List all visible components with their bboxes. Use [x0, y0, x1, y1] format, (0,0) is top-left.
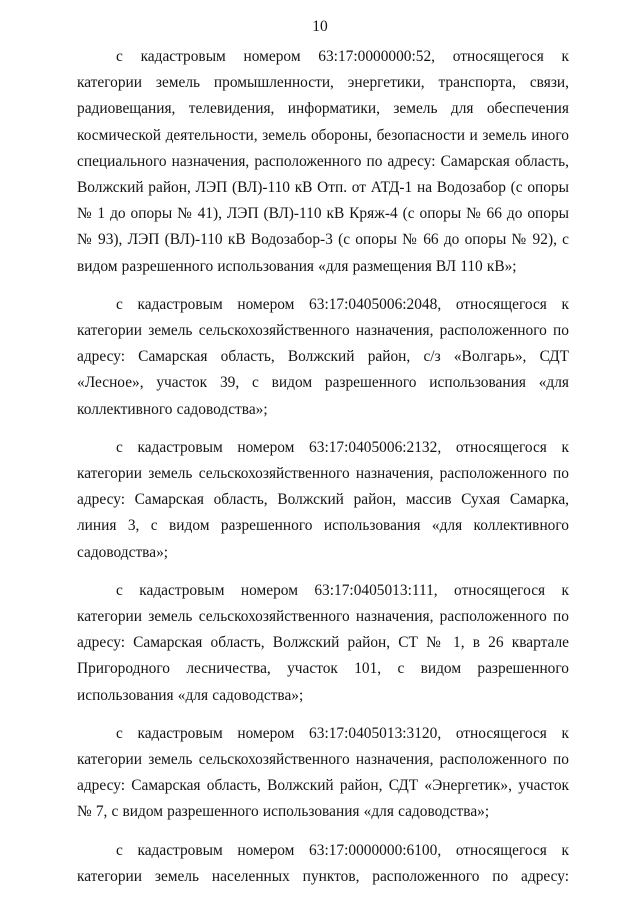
document-body	[77, 44, 569, 890]
paragraph-plot-63-17-0000000-52: с кадастровым номером 63:17:0000000:52, относящегося к категории земель промышленности, энергетики, транспорта, связи, радиовещания, телевидения, информатики, земель для обеспечения космической деятельности, земель обороны, безопасности и земель иного специального назначения, расположенного по адресу: Самарская область, Волжский район, ЛЭП (ВЛ)-110 кВ Отп. от АТД-1 на Водозабор (с опоры № 1 до опоры № 41), ЛЭП (ВЛ)-110 кВ Кряж-4 (с опоры № 66 до опоры № 93), ЛЭП (ВЛ)-110 кВ Водозабор-3 (с опоры № 66 до опоры № 92), с видом разрешенного использования «для размещения ВЛ 110 кВ»;	[77, 48, 569, 275]
page-number: 10	[312, 18, 328, 35]
paragraph-plot-63-17-0000000-6100: с кадастровым номером 63:17:0000000:6100, относящегося к категории земель населенных пунктов, расположенного по адресу:	[77, 841, 569, 885]
paragraph-plot-63-17-0405006-2048: с кадастровым номером 63:17:0405006:2048, относящегося к категории земель сельскохозяйственного назначения, расположенного по адресу: Самарская область, Волжский район, с/з «Волгарь», СДТ «Лесное», участок 39, с видом разрешенного использования «для коллективного садоводства»;	[77, 295, 569, 418]
paragraph-plot-63-17-0405013-3120: с кадастровым номером 63:17:0405013:3120, относящегося к категории земель сельскохозяйственного назначения, расположенного по адресу: Самарская область, Волжский район, СДТ «Энергетик», участок № 7, с видом разрешенного использования «для садоводства»;	[77, 724, 569, 821]
paragraph-plot-63-17-0405006-2132: с кадастровым номером 63:17:0405006:2132, относящегося к категории земель сельскохозяйственного назначения, расположенного по адресу: Самарская область, Волжский район, массив Сухая Самарка, линия 3, с видом разрешенного использования «для коллективного садоводства»;	[77, 438, 569, 561]
paragraph-plot-63-17-0405013-111: с кадастровым номером 63:17:0405013:111, относящегося к категории земель сельскохозяйственного назначения, расположенного по адресу: Самарская область, Волжский район, СТ № 1, в 26 квартале Пригородного лесничества, участок 101, с видом разрешенного использования «для садоводства»;	[77, 581, 569, 704]
